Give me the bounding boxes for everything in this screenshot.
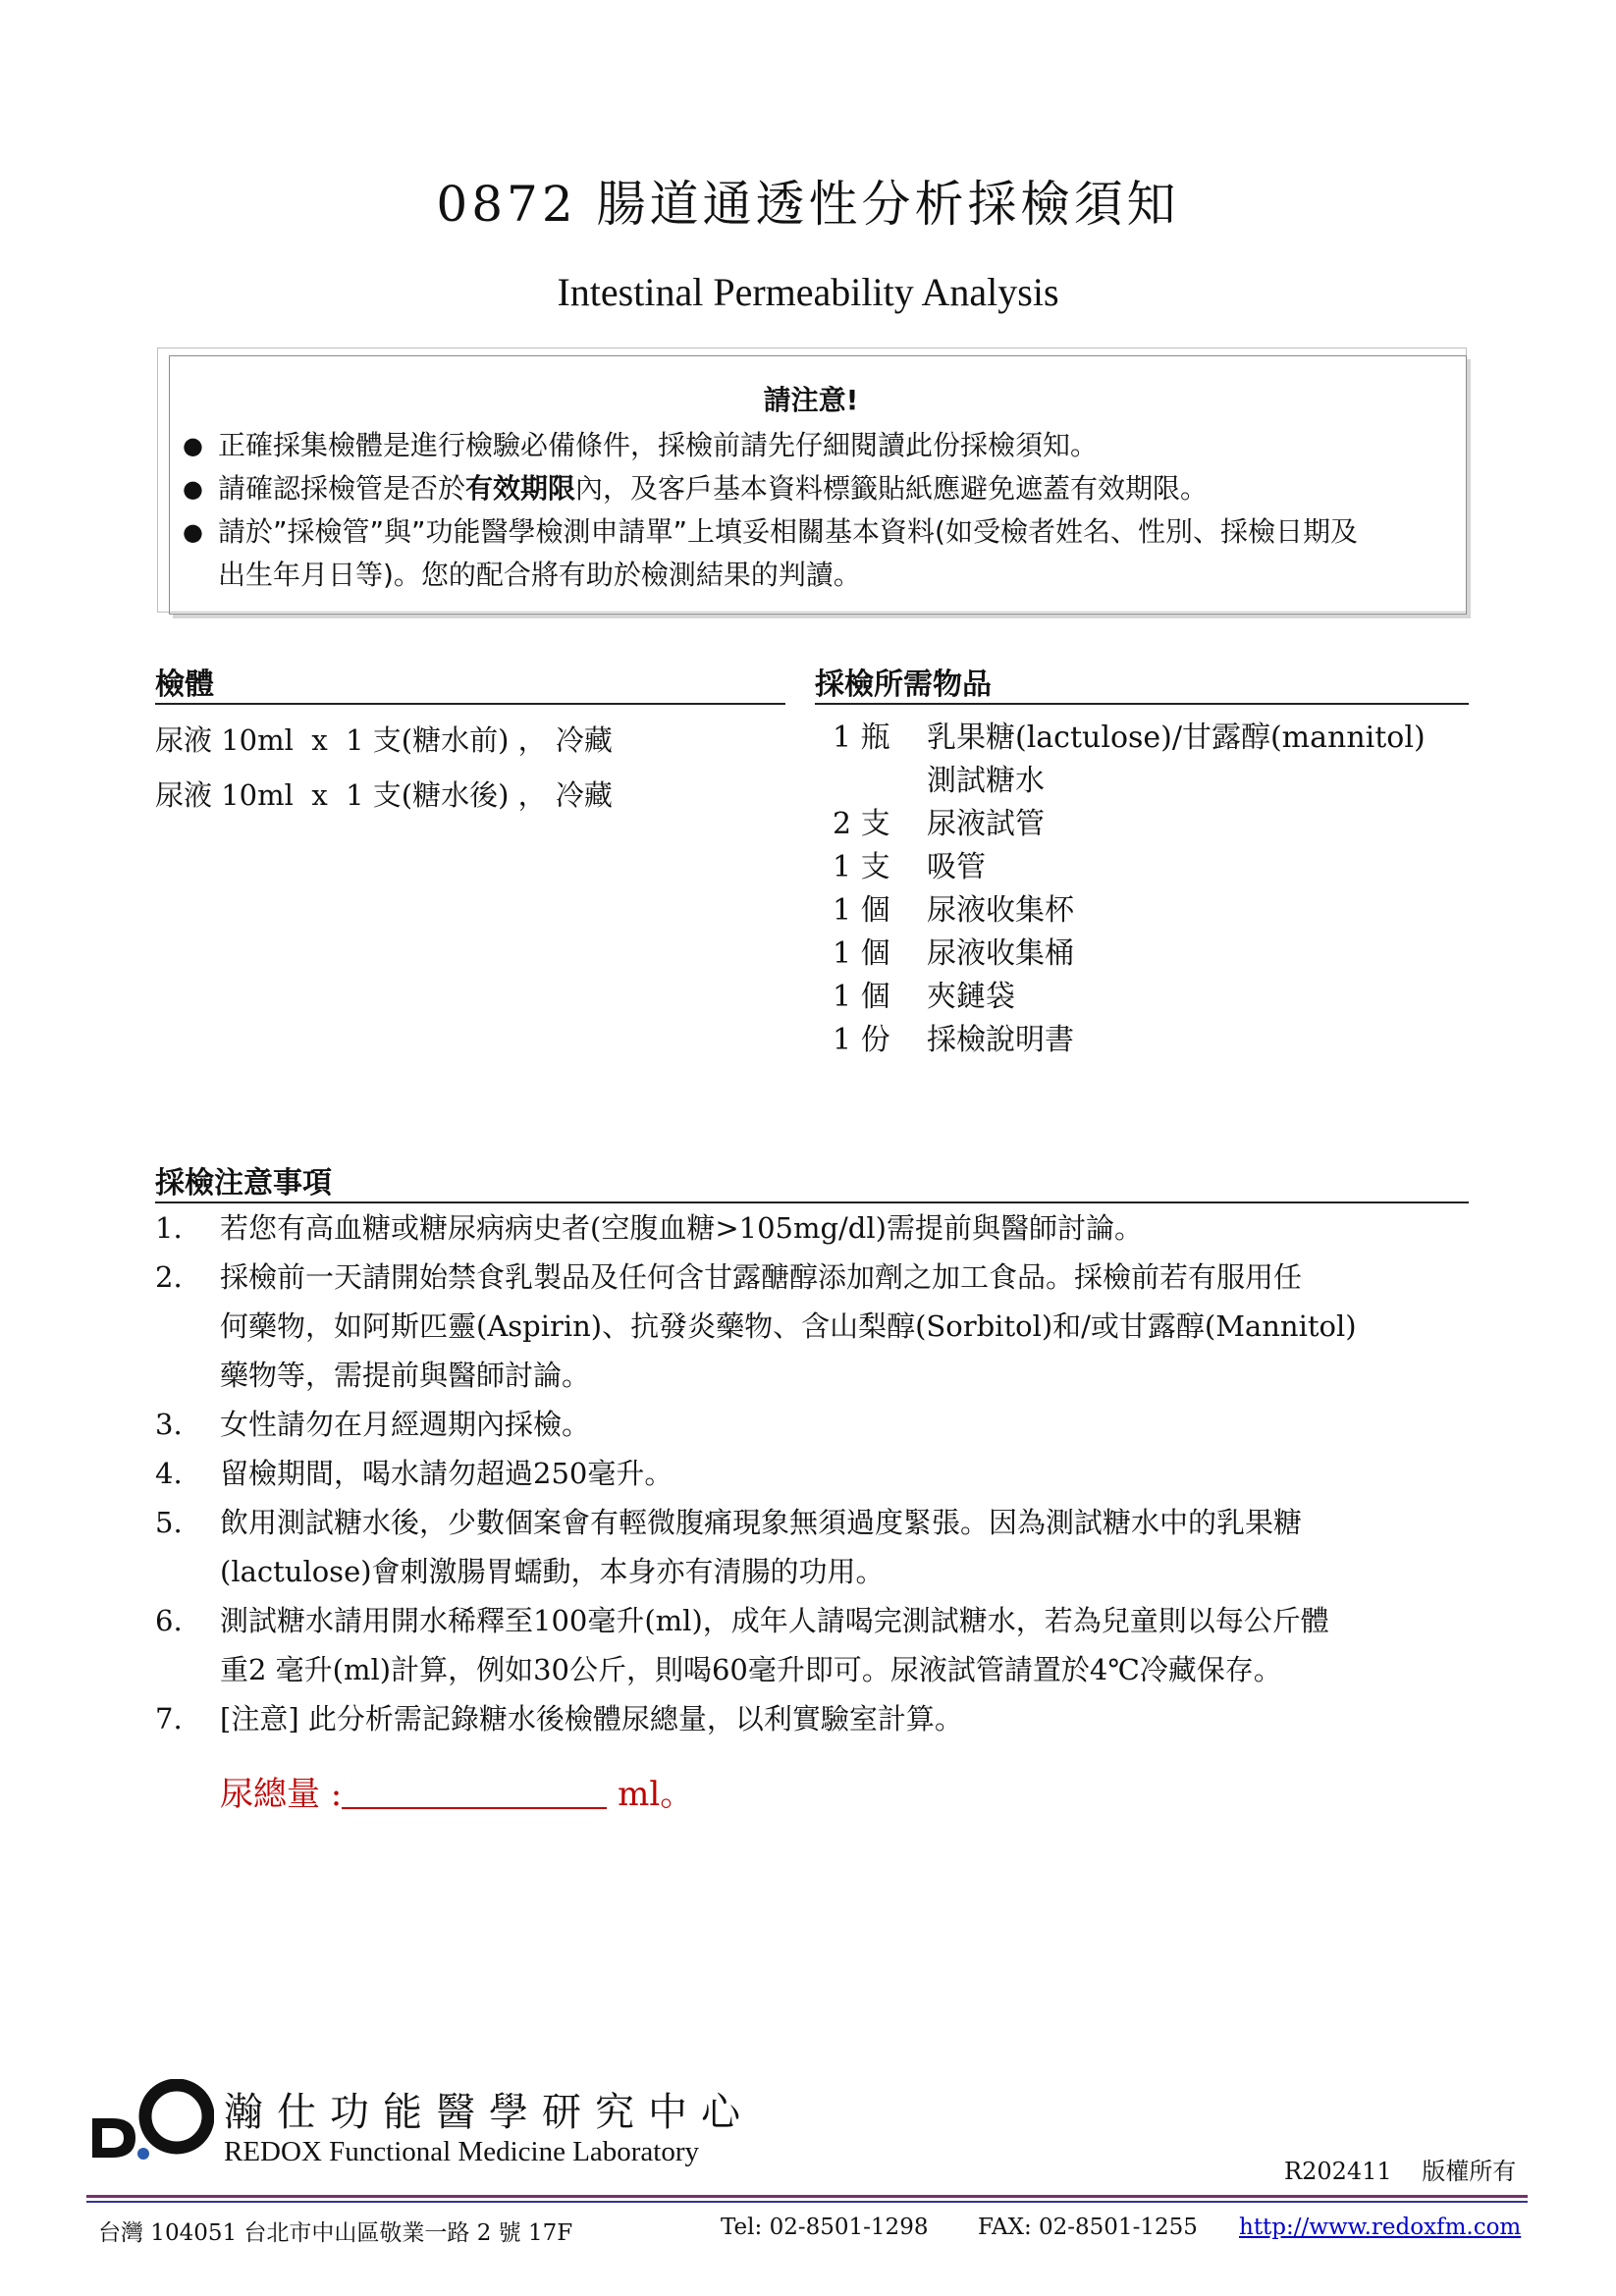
total-urine-volume	[220, 1767, 693, 1815]
expiry-emphasis: 有效期限	[465, 472, 576, 505]
version-code: R202411	[1284, 2158, 1392, 2185]
notice-heading: 請注意!	[763, 384, 859, 416]
notice-list	[183, 424, 1449, 597]
total-label: 尿總量 :	[220, 1775, 343, 1814]
supplies-rule	[815, 703, 1469, 705]
page-subtitle: Intestinal Permeability Analysis	[557, 270, 1059, 314]
supply-item: 測試糖水	[927, 764, 1045, 798]
notice-item: ● 請於”採檢管”與”功能醫學檢測申請單”上填妥相關基本資料(如受檢者姓名、性別、採檢日期及	[183, 510, 1449, 554]
footer-rule-blue	[86, 2201, 1528, 2203]
notes-list	[155, 1203, 1471, 1743]
notice-item: ● 請確認採檢管是否於有效期限內，及客戶基本資料標籤貼紙應避免遮蓋有效期限。	[183, 467, 1449, 510]
specimen-line: 尿液 10ml x 1 支(糖水前) ， 冷藏	[155, 723, 613, 757]
copyright: 版權所有	[1422, 2158, 1517, 2185]
footer-tel: Tel: 02-8501-1298	[721, 2215, 929, 2240]
version-info	[1284, 2152, 1516, 2186]
note-item: 2. 採檢前一天請開始禁食乳製品及任何含甘露醣醇添加劑之加工食品。採檢前若有服用任	[155, 1260, 1303, 1294]
total-blank-line[interactable]	[342, 1778, 607, 1809]
note-item: 5. 飲用測試糖水後，少數個案會有輕微腹痛現象無須過度緊張。因為測試糖水中的乳果糖	[155, 1506, 1303, 1539]
bullet-icon: ●	[183, 518, 203, 546]
notes-heading: 採檢注意事項	[155, 1166, 332, 1201]
bullet-icon: ●	[183, 475, 203, 503]
specimen-heading: 檢體	[155, 667, 214, 702]
supply-item: 1 支 吸管	[833, 850, 986, 884]
supply-item: 1 個 尿液收集桶	[833, 936, 1074, 971]
notice-item: ● 正確採集檢體是進行檢驗必備條件，採檢前請先仔細閱讀此份採檢須知。	[183, 424, 1449, 467]
total-unit: ml。	[607, 1775, 694, 1814]
supply-item: 1 個 尿液收集杯	[833, 893, 1074, 928]
specimen-line: 尿液 10ml x 1 支(糖水後) ， 冷藏	[155, 778, 613, 812]
supply-item: 2 支 尿液試管	[833, 807, 1045, 841]
footer-fax: FAX: 02-8501-1255	[978, 2215, 1198, 2240]
note-item: (lactulose)會刺激腸胃蠕動，本身亦有清腸的功用。	[220, 1555, 885, 1588]
company-name-zh: 瀚仕功能醫學研究中心	[224, 2090, 754, 2135]
note-item: 6. 測試糖水請用開水稀釋至100毫升(ml)，成年人請喝完測試糖水，若為兒童則以每公斤體	[155, 1604, 1329, 1637]
specimen-rule	[155, 703, 785, 705]
footer-rule-purple	[86, 2195, 1528, 2198]
supplies-list	[833, 717, 1461, 1062]
bullet-icon: ●	[183, 432, 203, 459]
company-name-en: REDOX Functional Medicine Laboratory	[224, 2136, 700, 2167]
note-item: 7. [注意] 此分析需記錄糖水後檢體尿總量，以利實驗室計算。	[155, 1702, 963, 1735]
note-item: 1. 若您有高血糖或糖尿病病史者(空腹血糖>105mg/dl)需提前與醫師討論。	[155, 1211, 1143, 1245]
note-item: 4. 留檢期間，喝水請勿超過250毫升。	[155, 1457, 673, 1490]
supply-item: 1 份 採檢說明書	[833, 1023, 1074, 1057]
note-item: 藥物等，需提前與醫師討論。	[220, 1359, 591, 1392]
footer-website-link[interactable]: http://www.redoxfm.com	[1239, 2215, 1522, 2240]
note-item: 何藥物，如阿斯匹靈(Aspirin)、抗發炎藥物、含山梨醇(Sorbitol)和/或甘露醇(Mannitol)	[220, 1309, 1357, 1343]
notice-item-continued: 出生年月日等)。您的配合將有助於檢測結果的判讀。	[218, 559, 861, 591]
supply-item: 1 瓶 乳果糖(lactulose)/甘露醇(mannitol)	[833, 721, 1426, 755]
page-title: 0872 腸道通透性分析採檢須知	[436, 176, 1180, 233]
supply-item: 1 個 夾鏈袋	[833, 980, 1015, 1014]
footer-address: 台灣 104051 台北市中山區敬業一路 2 號 17F	[98, 2220, 573, 2246]
note-item: 重2 毫升(ml)計算，例如30公斤，則喝60毫升即可。尿液試管請置於4℃冷藏保存。	[220, 1653, 1282, 1686]
redox-logo-icon	[86, 2079, 214, 2163]
note-item: 3. 女性請勿在月經週期內採檢。	[155, 1408, 591, 1441]
supplies-heading: 採檢所需物品	[815, 667, 992, 702]
